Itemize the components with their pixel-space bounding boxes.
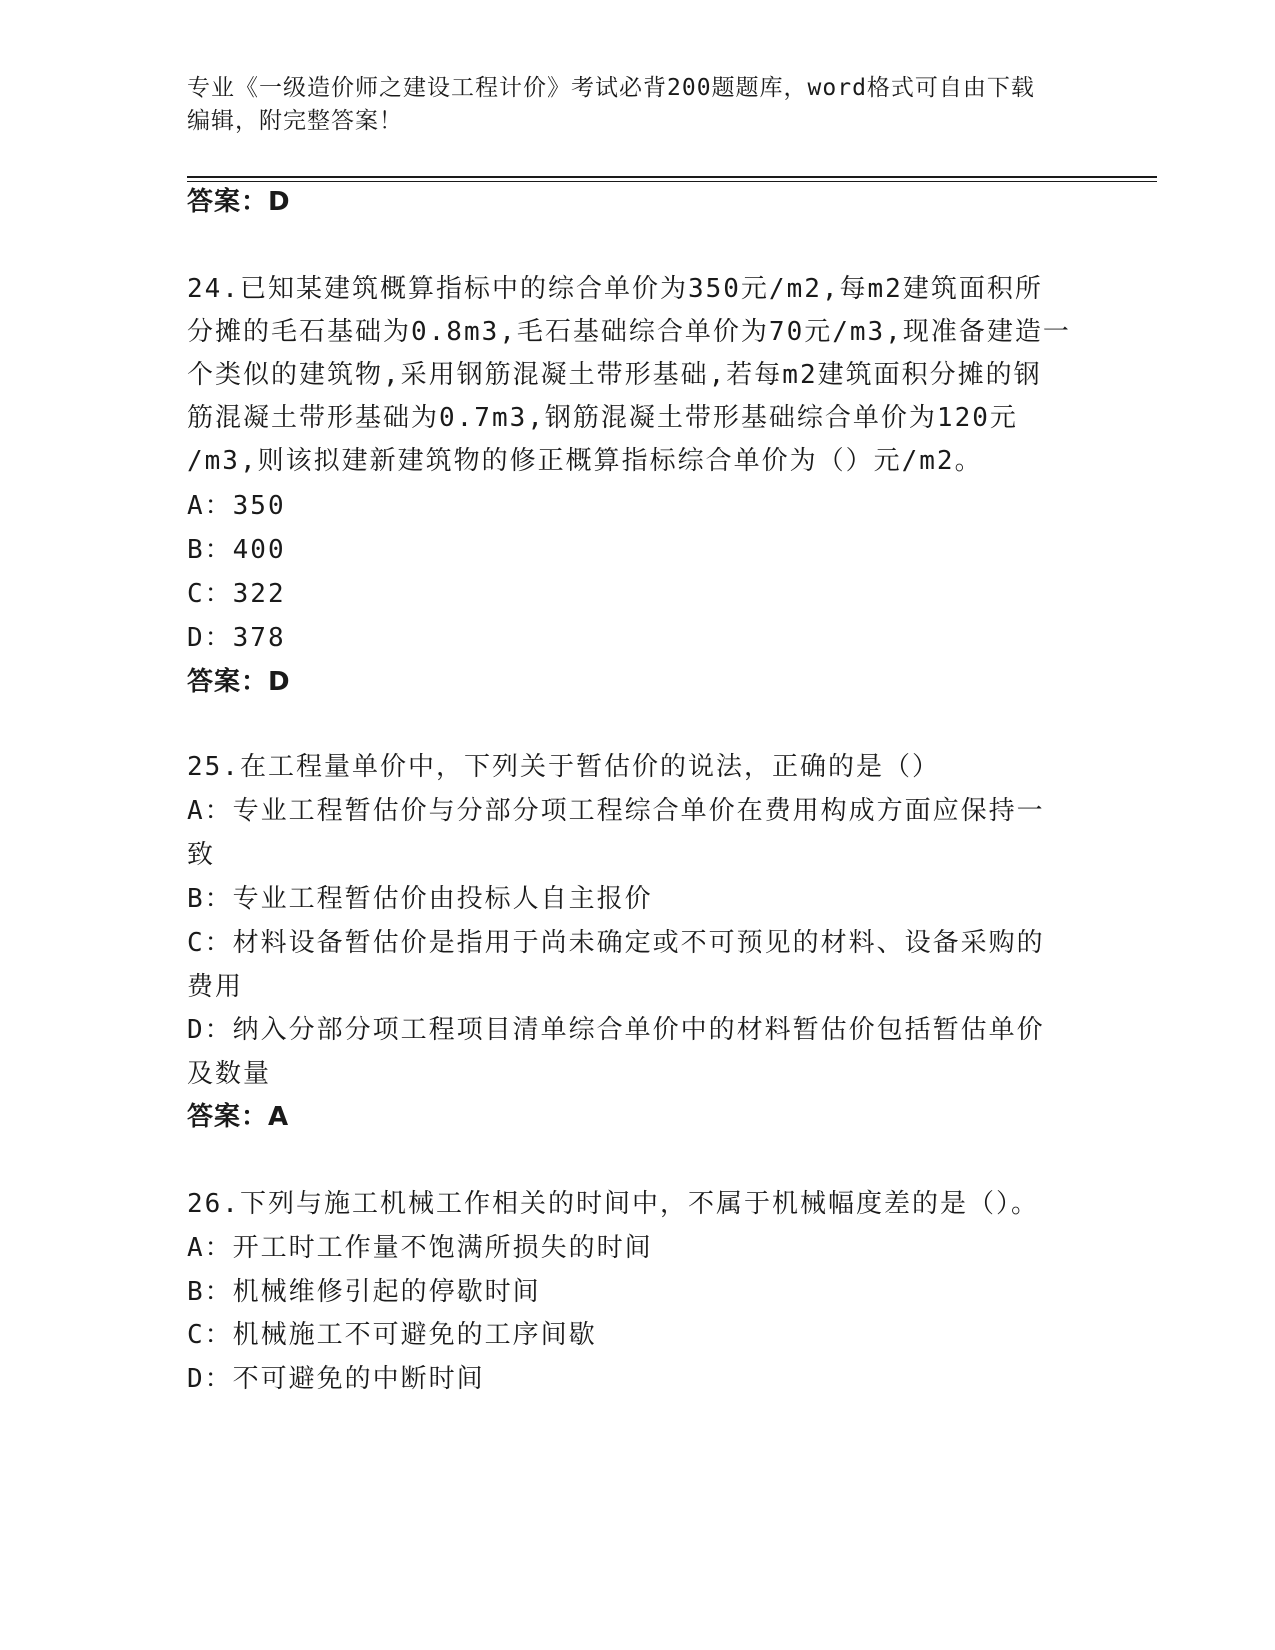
q24-answer: 答案：D	[187, 667, 291, 697]
q24-text-line-4: 筋混凝土带形基础为0.7m3,钢筋混凝土带形基础综合单价为120元	[187, 403, 1018, 433]
q24-text-line-5: /m3,则该拟建新建筑物的修正概算指标综合单价为（）元/m2。	[187, 446, 983, 476]
q25-option-d-line-2: 及数量	[187, 1059, 272, 1089]
q26-text-line-1: 26.下列与施工机械工作相关的时间中，不属于机械幅度差的是（）。	[187, 1189, 1039, 1219]
q26-option-d: D：不可避免的中断时间	[187, 1364, 485, 1394]
q26-option-c: C：机械施工不可避免的工序间歇	[187, 1320, 597, 1350]
q24-option-a: A：350	[187, 491, 286, 521]
q26-option-a: A：开工时工作量不饱满所损失的时间	[187, 1233, 653, 1263]
q25-option-c-line-1: C：材料设备暂估价是指用于尚未确定或不可预见的材料、设备采购的	[187, 928, 1045, 958]
q24-option-b: B：400	[187, 535, 286, 565]
q24-option-d: D：378	[187, 623, 286, 653]
header-divider-thin	[187, 181, 1157, 182]
q24-text-line-1: 24.已知某建筑概算指标中的综合单价为350元/m2,每m2建筑面积所	[187, 274, 1043, 304]
header-line-2: 编辑，附完整答案！	[187, 108, 403, 134]
prev-answer: 答案：D	[187, 187, 291, 217]
q25-option-d-line-1: D：纳入分部分项工程项目清单综合单价中的材料暂估价包括暂估单价	[187, 1015, 1045, 1045]
q25-option-c-line-2: 费用	[187, 972, 244, 1002]
q25-answer: 答案：A	[187, 1102, 290, 1132]
q24-option-c: C：322	[187, 579, 286, 609]
header-divider	[187, 176, 1157, 178]
header-line-1: 专业《一级造价师之建设工程计价》考试必背200题题库，word格式可自由下载	[187, 75, 1035, 101]
q24-text-line-2: 分摊的毛石基础为0.8m3,毛石基础综合单价为70元/m3,现准备建造一	[187, 317, 1071, 347]
q26-option-b: B：机械维修引起的停歇时间	[187, 1277, 541, 1307]
q25-option-b: B：专业工程暂估价由投标人自主报价	[187, 884, 653, 914]
q24-text-line-3: 个类似的建筑物,采用钢筋混凝土带形基础,若每m2建筑面积分摊的钢	[187, 360, 1042, 390]
q25-option-a-line-2: 致	[187, 840, 216, 870]
q25-text-line-1: 25.在工程量单价中，下列关于暂估价的说法，正确的是（）	[187, 752, 940, 782]
q25-option-a-line-1: A：专业工程暂估价与分部分项工程综合单价在费用构成方面应保持一	[187, 796, 1045, 826]
document-header	[187, 72, 1087, 138]
